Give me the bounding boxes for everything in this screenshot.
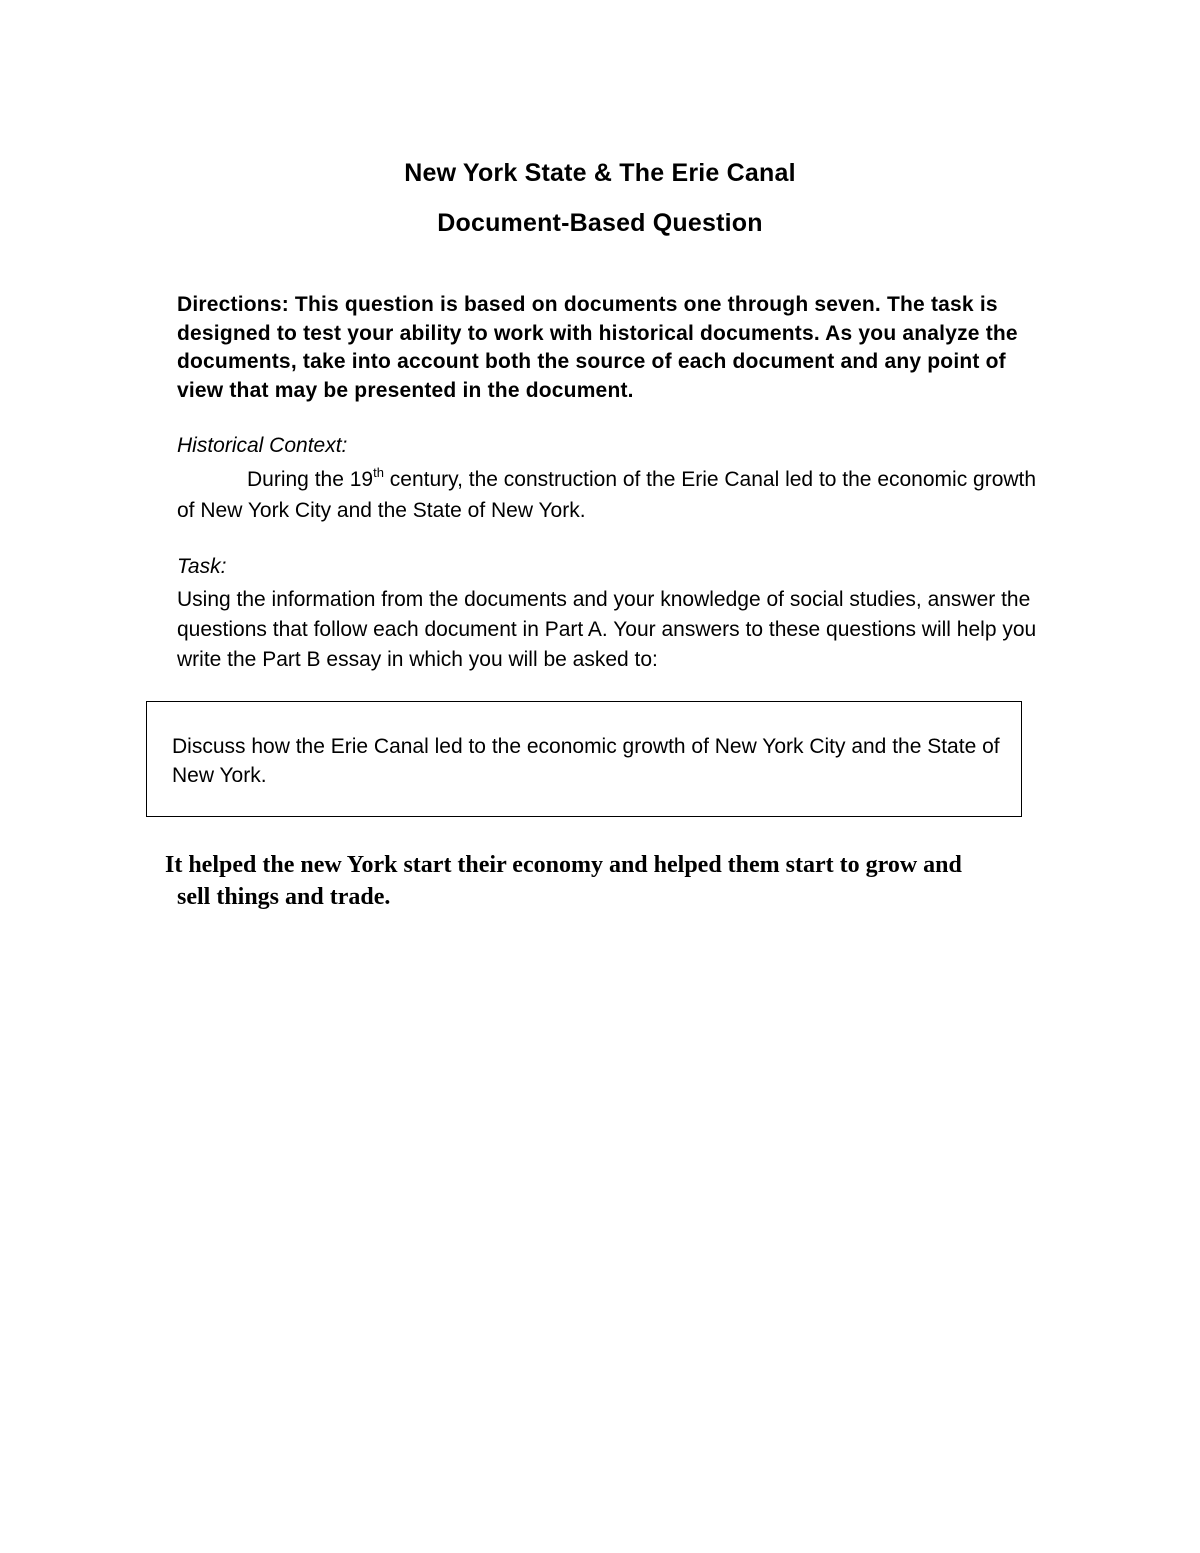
- context-superscript: th: [373, 465, 384, 480]
- essay-prompt-text: Discuss how the Erie Canal led to the economic growth of New York City and the State of New York.: [172, 735, 1000, 787]
- essay-prompt-box: [146, 701, 1022, 817]
- task-label: Task:: [177, 555, 227, 578]
- answer-line-1: It helped the new York start their economy and helped them start to grow and: [165, 852, 962, 878]
- document-title: New York State & The Erie Canal: [404, 159, 796, 187]
- answer-line-2: sell things and trade.: [177, 884, 391, 910]
- document-subtitle: Document-Based Question: [437, 209, 763, 237]
- directions-text: Directions: This question is based on documents one through seven. The task is designed to test your ability to work with historical documents. As you analyze the documents, take into account both the source of each document and any point of view that may be presented in the document.: [177, 293, 1018, 402]
- historical-context-label: Historical Context:: [177, 434, 348, 457]
- context-text-end: century, the construction of the Erie Canal led to the economic growth of New York City and the State of New York.: [177, 468, 1037, 522]
- historical-context-text: [177, 464, 1037, 526]
- student-answer: [165, 849, 1035, 913]
- context-text-start: During the 19: [247, 468, 374, 491]
- task-text: Using the information from the documents and your knowledge of social studies, answer the questions that follow each document in Part A. Your answers to these questions will help you write the Part B essay in which you will be asked to:: [177, 588, 1037, 671]
